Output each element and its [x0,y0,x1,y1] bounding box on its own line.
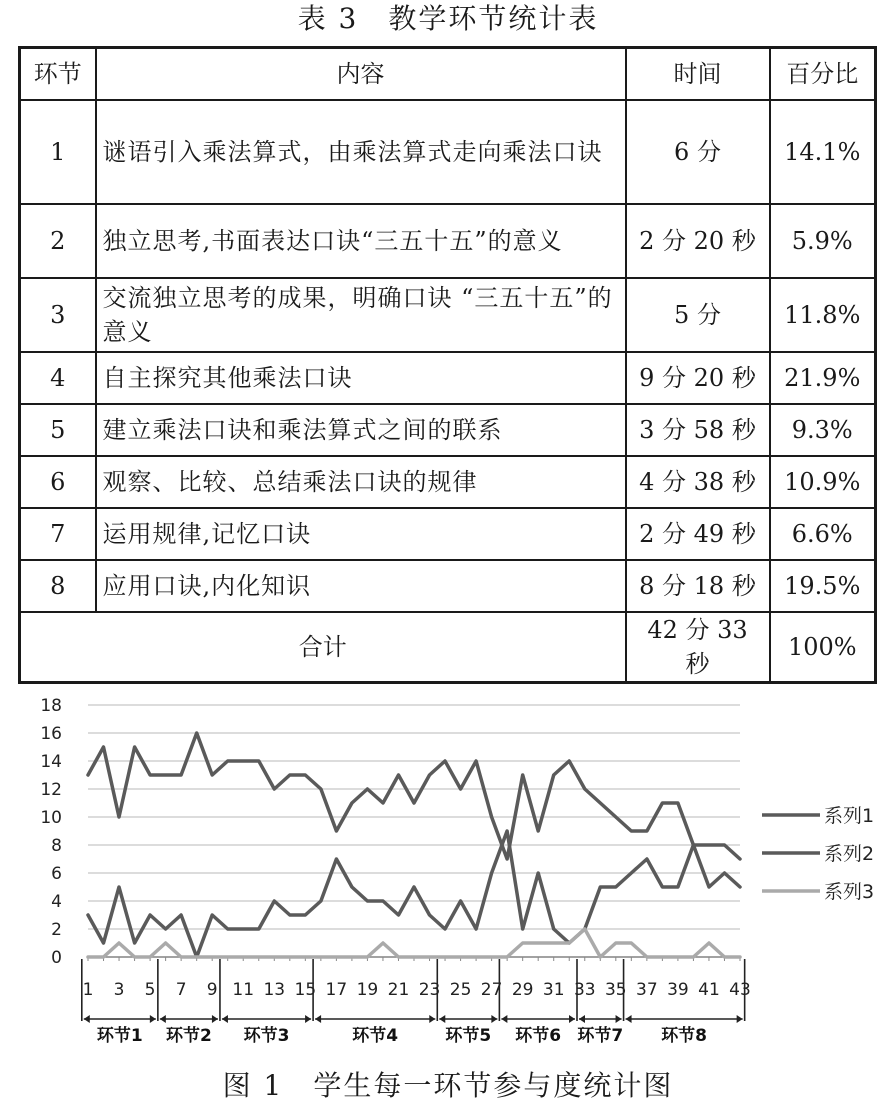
segment-arrowhead [569,1015,575,1023]
segment-arrowhead [429,1015,435,1023]
x-tick-label: 29 [511,980,534,1000]
x-tick-label: 15 [294,980,317,1000]
x-tick-label: 31 [542,980,565,1000]
y-tick-label: 18 [40,696,62,716]
table-total-row [20,612,876,683]
total-label: 合计 [20,612,626,683]
figure-caption: 图 1 学生每一环节参与度统计图 [222,1069,674,1102]
segment-label: 环节6 [515,1026,562,1046]
header-time: 时间 [626,48,770,101]
row-percent: 6.6% [770,508,876,560]
x-tick-label: 43 [729,980,751,1000]
x-tick-label: 35 [604,980,627,1000]
x-tick-label: 23 [418,980,441,1000]
x-tick-label: 33 [573,980,596,1000]
row-time: 6 分 [626,100,770,204]
x-tick-label: 25 [449,980,472,1000]
table-row [20,204,876,278]
x-tick-label: 17 [325,980,348,1000]
row-content: 谜语引入乘法算式，由乘法算式走向乘法口诀 [96,100,626,204]
segment-label: 环节2 [165,1026,212,1046]
segment-arrowhead [491,1015,497,1023]
x-tick-label: 5 [144,980,156,1000]
segment-arrowhead [160,1015,166,1023]
table-row [20,456,876,508]
y-tick-label: 14 [40,752,62,772]
segment-label: 环节3 [243,1026,290,1046]
row-content: 观察、比较、总结乘法口诀的规律 [96,456,626,508]
segment-label: 环节7 [577,1026,624,1046]
segment-label: 环节4 [352,1026,399,1046]
segment-arrowhead [150,1015,156,1023]
y-tick-label: 4 [51,892,62,912]
row-percent: 21.9% [770,352,876,404]
row-id: 5 [20,404,96,456]
x-tick-label: 1 [82,980,94,1000]
table-row [20,508,876,560]
legend-label: 系列2 [824,843,875,865]
y-tick-label: 0 [51,948,62,968]
segment-arrowhead [616,1015,622,1023]
total-time: 42 分 33 秒 [626,612,770,683]
x-tick-label: 21 [387,980,410,1000]
row-percent: 19.5% [770,560,876,612]
row-percent: 9.3% [770,404,876,456]
table-row [20,352,876,404]
y-tick-label: 12 [40,780,62,800]
x-tick-label: 37 [636,980,658,1000]
row-percent: 5.9% [770,204,876,278]
participation-chart [0,688,896,1060]
row-content: 交流独立思考的成果，明确口诀 “三五十五”的意义 [96,278,626,352]
row-id: 2 [20,204,96,278]
header-content: 内容 [96,48,626,101]
table-header-row [20,48,876,101]
row-time: 2 分 20 秒 [626,204,770,278]
y-tick-label: 8 [51,836,62,856]
row-time: 8 分 18 秒 [626,560,770,612]
y-tick-label: 2 [51,920,62,940]
x-tick-label: 27 [480,980,503,1000]
row-time: 5 分 [626,278,770,352]
segment-arrowhead [579,1015,585,1023]
row-id: 6 [20,456,96,508]
table-row [20,278,876,352]
row-percent: 11.8% [770,278,876,352]
y-tick-label: 10 [40,808,62,828]
segment-arrowhead [305,1015,311,1023]
segment-label: 环节8 [661,1026,708,1046]
segment-arrowhead [212,1015,218,1023]
series-line-3 [88,929,740,957]
x-tick-label: 3 [113,980,125,1000]
header-percent: 百分比 [770,48,876,101]
table-row [20,100,876,204]
row-content: 自主探究其他乘法口诀 [96,352,626,404]
teaching-stats-table [18,46,877,684]
y-tick-label: 16 [40,724,62,744]
segment-arrowhead [222,1015,228,1023]
segment-label: 环节1 [96,1026,143,1046]
x-tick-label: 11 [232,980,255,1000]
segment-label: 环节5 [445,1026,492,1046]
table-title: 表 3 教学环节统计表 [297,2,599,35]
x-tick-label: 9 [206,980,218,1000]
row-content: 应用口诀,内化知识 [96,560,626,612]
segment-arrowhead [501,1015,507,1023]
row-id: 3 [20,278,96,352]
row-id: 1 [20,100,96,204]
row-time: 2 分 49 秒 [626,508,770,560]
row-content: 运用规律,记忆口诀 [96,508,626,560]
table-row [20,404,876,456]
row-id: 8 [20,560,96,612]
segment-arrowhead [315,1015,321,1023]
row-id: 4 [20,352,96,404]
row-content: 建立乘法口诀和乘法算式之间的联系 [96,404,626,456]
x-tick-label: 19 [356,980,379,1000]
segment-arrowhead [84,1015,90,1023]
row-time: 9 分 20 秒 [626,352,770,404]
segment-arrowhead [439,1015,445,1023]
row-id: 7 [20,508,96,560]
series-line-2 [88,831,740,957]
y-tick-label: 6 [51,864,62,884]
table-row [20,560,876,612]
x-tick-label: 13 [263,980,286,1000]
header-segment: 环节 [20,48,96,101]
x-tick-label: 41 [698,980,720,1000]
row-percent: 14.1% [770,100,876,204]
segment-arrowhead [737,1015,743,1023]
legend-label: 系列3 [824,881,875,903]
x-tick-label: 39 [667,980,689,1000]
row-content: 独立思考,书面表达口诀“三五十五”的意义 [96,204,626,278]
row-time: 4 分 38 秒 [626,456,770,508]
x-tick-label: 7 [175,980,187,1000]
chart-svg [0,688,896,1060]
legend-label: 系列1 [824,805,875,827]
segment-arrowhead [626,1015,632,1023]
total-percent: 100% [770,612,876,683]
row-time: 3 分 58 秒 [626,404,770,456]
row-percent: 10.9% [770,456,876,508]
